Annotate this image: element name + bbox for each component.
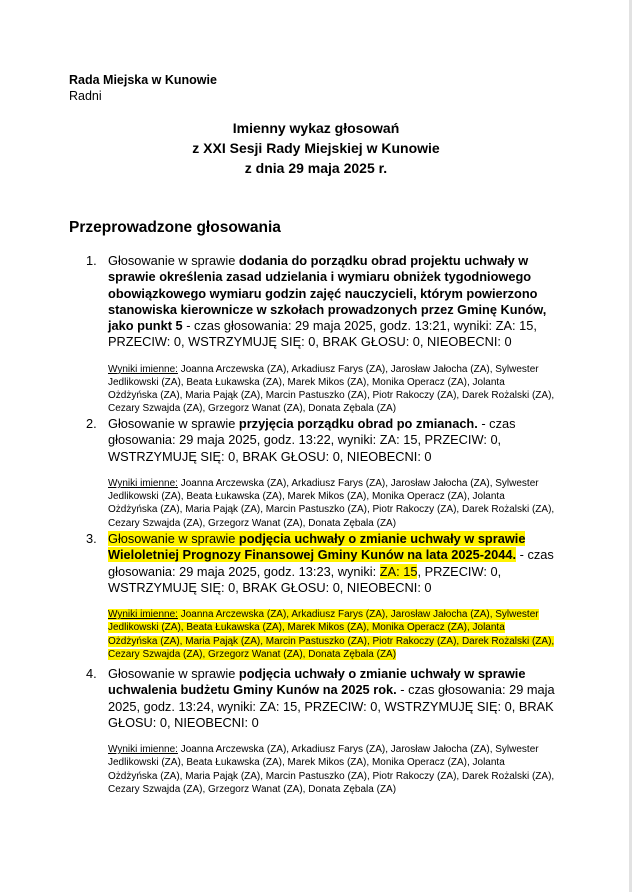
named-results	[108, 608, 556, 661]
vote-item-3	[86, 531, 556, 661]
named-results-list: Joanna Arczewska (ZA), Arkadiusz Farys (ZA), Jarosław Jałocha (ZA), Sylwester Jedlikowski (ZA), Beata Łukawska (ZA), Marek Mikos (ZA), Monika Operacz (ZA), Jolanta Ożdżyńska (ZA), Maria Pająk (ZA), Marcin Pastuszko (ZA), Piotr Rakoczy (ZA), Darek Rożalski (ZA), Cezary Szwajda (ZA), Grzegorz Wanat (ZA), Donata Zębala (ZA)	[108, 477, 555, 529]
document-header	[69, 72, 217, 104]
vote-item-4	[86, 666, 556, 796]
vote-prefix: Głosowanie w sprawie	[108, 416, 239, 431]
named-results-list: Joanna Arczewska (ZA), Arkadiusz Farys (ZA), Jarosław Jałocha (ZA), Sylwester Jedlikowski (ZA), Beata Łukawska (ZA), Marek Mikos (ZA), Monika Operacz (ZA), Jolanta Ożdżyńska (ZA), Maria Pająk (ZA), Marcin Pastuszko (ZA), Piotr Rakoczy (ZA), Darek Rożalski (ZA), Cezary Szwajda (ZA), Grzegorz Wanat (ZA), Donata Zębala (ZA)	[108, 609, 555, 660]
vote-prefix: Głosowanie w sprawie	[108, 666, 239, 681]
named-results-label: Wyniki imienne:	[108, 477, 178, 489]
named-results-label: Wyniki imienne:	[108, 363, 178, 375]
document-title	[0, 118, 632, 178]
vote-text	[108, 666, 556, 731]
named-results	[108, 743, 556, 796]
vote-text	[108, 531, 556, 596]
vote-subject: przyjęcia porządku obrad po zmianach.	[238, 416, 478, 431]
title-line-3: z dnia 29 maja 2025 r.	[244, 160, 388, 176]
title-line-1: Imienny wykaz głosowań	[232, 120, 400, 136]
named-results-list: Joanna Arczewska (ZA), Arkadiusz Farys (ZA), Jarosław Jałocha (ZA), Sylwester Jedlikowski (ZA), Beata Łukawska (ZA), Marek Mikos (ZA), Monika Operacz (ZA), Jolanta Ożdżyńska (ZA), Maria Pająk (ZA), Marcin Pastuszko (ZA), Piotr Rakoczy (ZA), Darek Rożalski (ZA), Cezary Szwajda (ZA), Grzegorz Wanat (ZA), Donata Zębala (ZA)	[108, 363, 555, 415]
title-line-2: z XXI Sesji Rady Miejskiej w Kunowie	[192, 140, 440, 156]
vote-item-2	[86, 416, 556, 530]
section-title: Przeprowadzone głosowania	[69, 219, 281, 236]
vote-details: - czas głosowania: 29 maja 2025, godz. 13:24, wyniki: ZA: 15, PRZECIW: 0, WSTRZYMUJĘ SIĘ: 0, BRAK GŁOSU: 0, NIEOBECNI: 0	[108, 682, 555, 730]
named-results	[108, 363, 556, 416]
vote-result-highlight: ZA: 15	[379, 563, 418, 579]
organization-subtitle: Radni	[69, 89, 102, 103]
named-results-label: Wyniki imienne:	[108, 609, 178, 621]
vote-subject: podjęcia uchwały o zmianie uchwały w sprawie uchwalenia budżetu Gminy Kunów na 2025 rok.	[108, 666, 526, 698]
vote-item-1	[86, 253, 556, 416]
vote-number: 4.	[86, 666, 97, 681]
vote-details: - czas głosowania: 29 maja 2025, godz. 13:21, wyniki: ZA: 15, PRZECIW: 0, WSTRZYMUJĘ SIĘ: 0, BRAK GŁOSU: 0, NIEOBECNI: 0	[108, 318, 537, 350]
vote-text	[108, 416, 556, 465]
vote-prefix: Głosowanie w sprawie	[108, 531, 239, 546]
vote-text	[108, 253, 556, 351]
vote-details-rest: , PRZECIW: 0, WSTRZYMUJĘ SIĘ: 0, BRAK GŁOSU: 0, NIEOBECNI: 0	[108, 563, 502, 595]
named-results-list: Joanna Arczewska (ZA), Arkadiusz Farys (ZA), Jarosław Jałocha (ZA), Sylwester Jedlikowski (ZA), Beata Łukawska (ZA), Marek Mikos (ZA), Monika Operacz (ZA), Jolanta Ożdżyńska (ZA), Maria Pająk (ZA), Marcin Pastuszko (ZA), Piotr Rakoczy (ZA), Darek Rożalski (ZA), Cezary Szwajda (ZA), Grzegorz Wanat (ZA), Donata Zębala (ZA)	[108, 744, 555, 795]
organization-name: Rada Miejska w Kunowie	[69, 73, 217, 87]
vote-subject: podjęcia uchwały o zmianie uchwały w sprawie Wieloletniej Prognozy Finansowej Gminy Kunów na lata 2025-2044.	[108, 531, 526, 563]
vote-number: 2.	[86, 416, 97, 431]
vote-details: - czas głosowania: 29 maja 2025, godz. 13:22, wyniki: ZA: 15, PRZECIW: 0, WSTRZYMUJĘ SIĘ: 0, BRAK GŁOSU: 0, NIEOBECNI: 0	[108, 416, 516, 464]
vote-prefix: Głosowanie w sprawie	[108, 253, 239, 268]
vote-subject: dodania do porządku obrad projektu uchwały w sprawie określenia zasad udzielania i wymiaru obniżek tygodniowego obowiązkowego wymiaru godzin zajęć nauczycieli, którym powierzono stanowiska kierownicze w szkołach prowadzonych przez Gminę Kunów, jako punkt 5	[108, 253, 547, 334]
vote-details: - czas głosowania: 29 maja 2025, godz. 13:23, wyniki:	[108, 547, 554, 579]
named-results-label: Wyniki imienne:	[108, 744, 178, 756]
named-results	[108, 477, 556, 530]
vote-number: 3.	[86, 531, 97, 546]
vote-number: 1.	[86, 253, 97, 268]
